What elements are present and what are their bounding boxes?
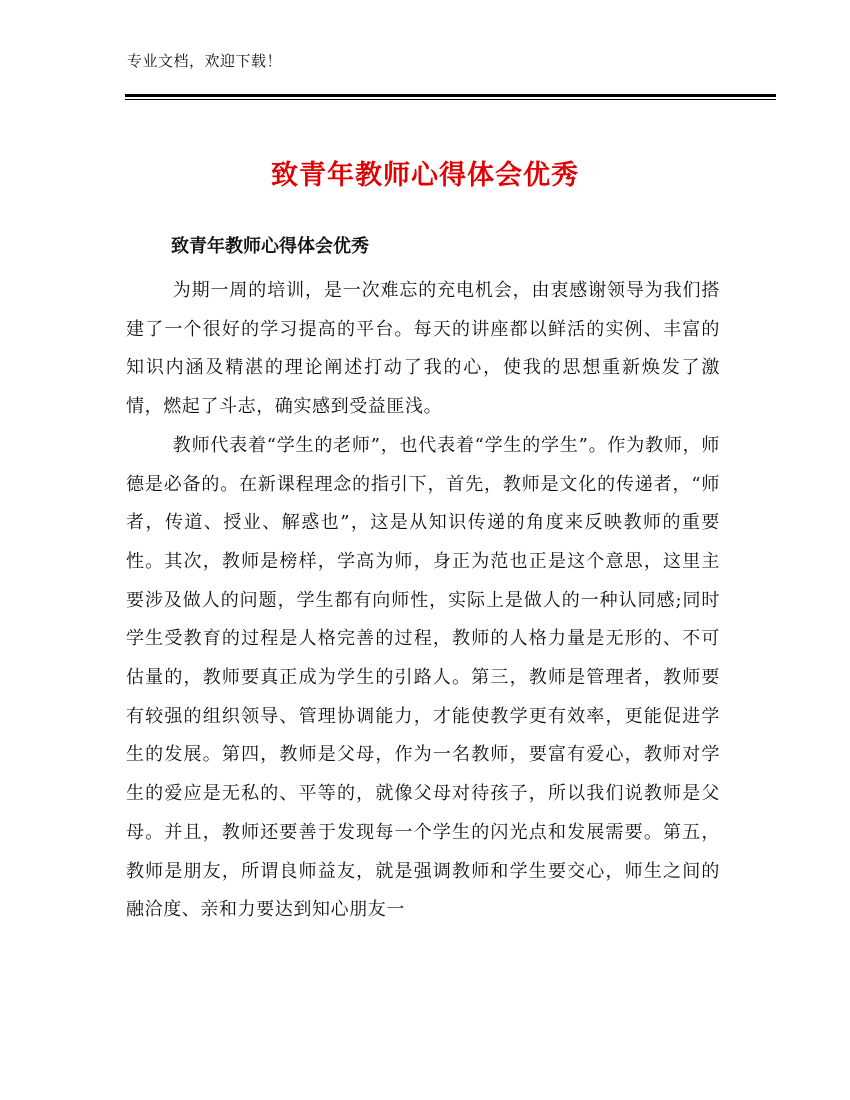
header-divider xyxy=(125,94,776,100)
paragraph-1: 为期一周的培训，是一次难忘的充电机会，由衷感谢领导为我们搭建了一个很好的学习提高的平台。每天的讲座都以鲜活的实例、丰富的知识内涵及精湛的理论阐述打动了我的心，使我的思想重新焕发了激情，燃起了斗志，确实感到受益匪浅。 xyxy=(126,280,720,418)
header-note: 专业文档，欢迎下载！ xyxy=(127,52,283,70)
document-body xyxy=(126,272,720,930)
paragraph-2: 教师代表着“学生的老师”，也代表着“学生的学生”。作为教师，师德是必备的。在新课程理念的指引下，首先，教师是文化的传递者，“师者，传道、授业、解惑也”，这是从知识传递的角度来反映教师的重要性。其次，教师是榜样，学高为师，身正为范也正是这个意思，这里主要涉及做人的问题，学生都有向师性，实际上是做人的一种认同感;同时学生受教育的过程是人格完善的过程，教师的人格力量是无形的、不可估量的，教师要真正成为学生的引路人。第三，教师是管理者，教师要有较强的组织领导、管理协调能力，才能使教学更有效率，更能促进学生的发展。第四，教师是父母，作为一名教师，要富有爱心，教师对学生的爱应是无私的、平等的，就像父母对待孩子，所以我们说教师是父母。并且，教师还要善于发现每一个学生的闪光点和发展需要。第五，教师是朋友，所谓良师益友，就是强调教师和学生要交心，师生之间的融洽度、亲和力要达到知心朋友一 xyxy=(126,434,720,921)
header-divider-thin-line xyxy=(125,99,776,100)
document-title: 致青年教师心得体会优秀 xyxy=(271,160,579,191)
section-heading: 致青年教师心得体会优秀 xyxy=(171,236,369,257)
